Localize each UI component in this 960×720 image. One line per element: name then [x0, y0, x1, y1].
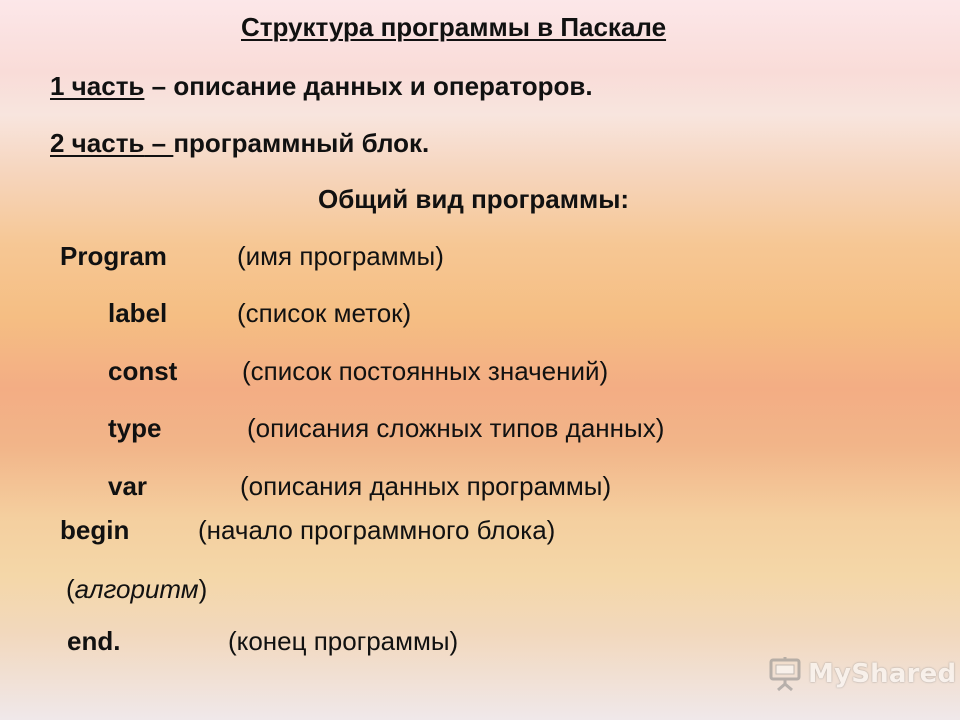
- watermark-text: MyShared: [808, 659, 957, 689]
- part2-dash: –: [144, 128, 174, 158]
- keyword-program: Program: [60, 241, 167, 271]
- part1-dash: –: [144, 71, 174, 101]
- algorithm-close-paren: ): [198, 574, 208, 604]
- desc-var: (описания данных программы): [240, 471, 612, 501]
- desc-const: (список постоянных значений): [242, 356, 609, 386]
- part2-line: [50, 130, 429, 156]
- watermark: [768, 654, 956, 694]
- algorithm-text: алгоритм: [74, 574, 199, 604]
- desc-program: (имя программы): [237, 241, 444, 271]
- keyword-const: const: [108, 356, 178, 386]
- keyword-type: type: [108, 413, 162, 443]
- desc-begin: (начало программного блока): [198, 515, 556, 545]
- part2-text: программный блок.: [173, 128, 430, 158]
- part1-label: 1 часть: [50, 71, 145, 101]
- algorithm-line: [66, 576, 207, 602]
- keyword-begin: begin: [60, 515, 130, 545]
- keyword-var: var: [108, 471, 148, 501]
- part1-text: описание данных и операторов.: [173, 71, 593, 101]
- desc-end: (конец программы): [228, 626, 459, 656]
- algorithm-open-paren: (: [66, 574, 75, 604]
- program-subtitle: Общий вид программы:: [318, 184, 630, 214]
- keyword-end: end.: [67, 626, 121, 656]
- presentation-board-icon: [768, 656, 802, 692]
- part2-label: 2 часть: [50, 128, 145, 158]
- desc-type: (описания сложных типов данных): [247, 413, 665, 443]
- keyword-label: label: [108, 298, 168, 328]
- desc-label: (список меток): [237, 298, 412, 328]
- part1-line: [50, 73, 593, 99]
- slide-title: Структура программы в Паскале: [241, 12, 667, 42]
